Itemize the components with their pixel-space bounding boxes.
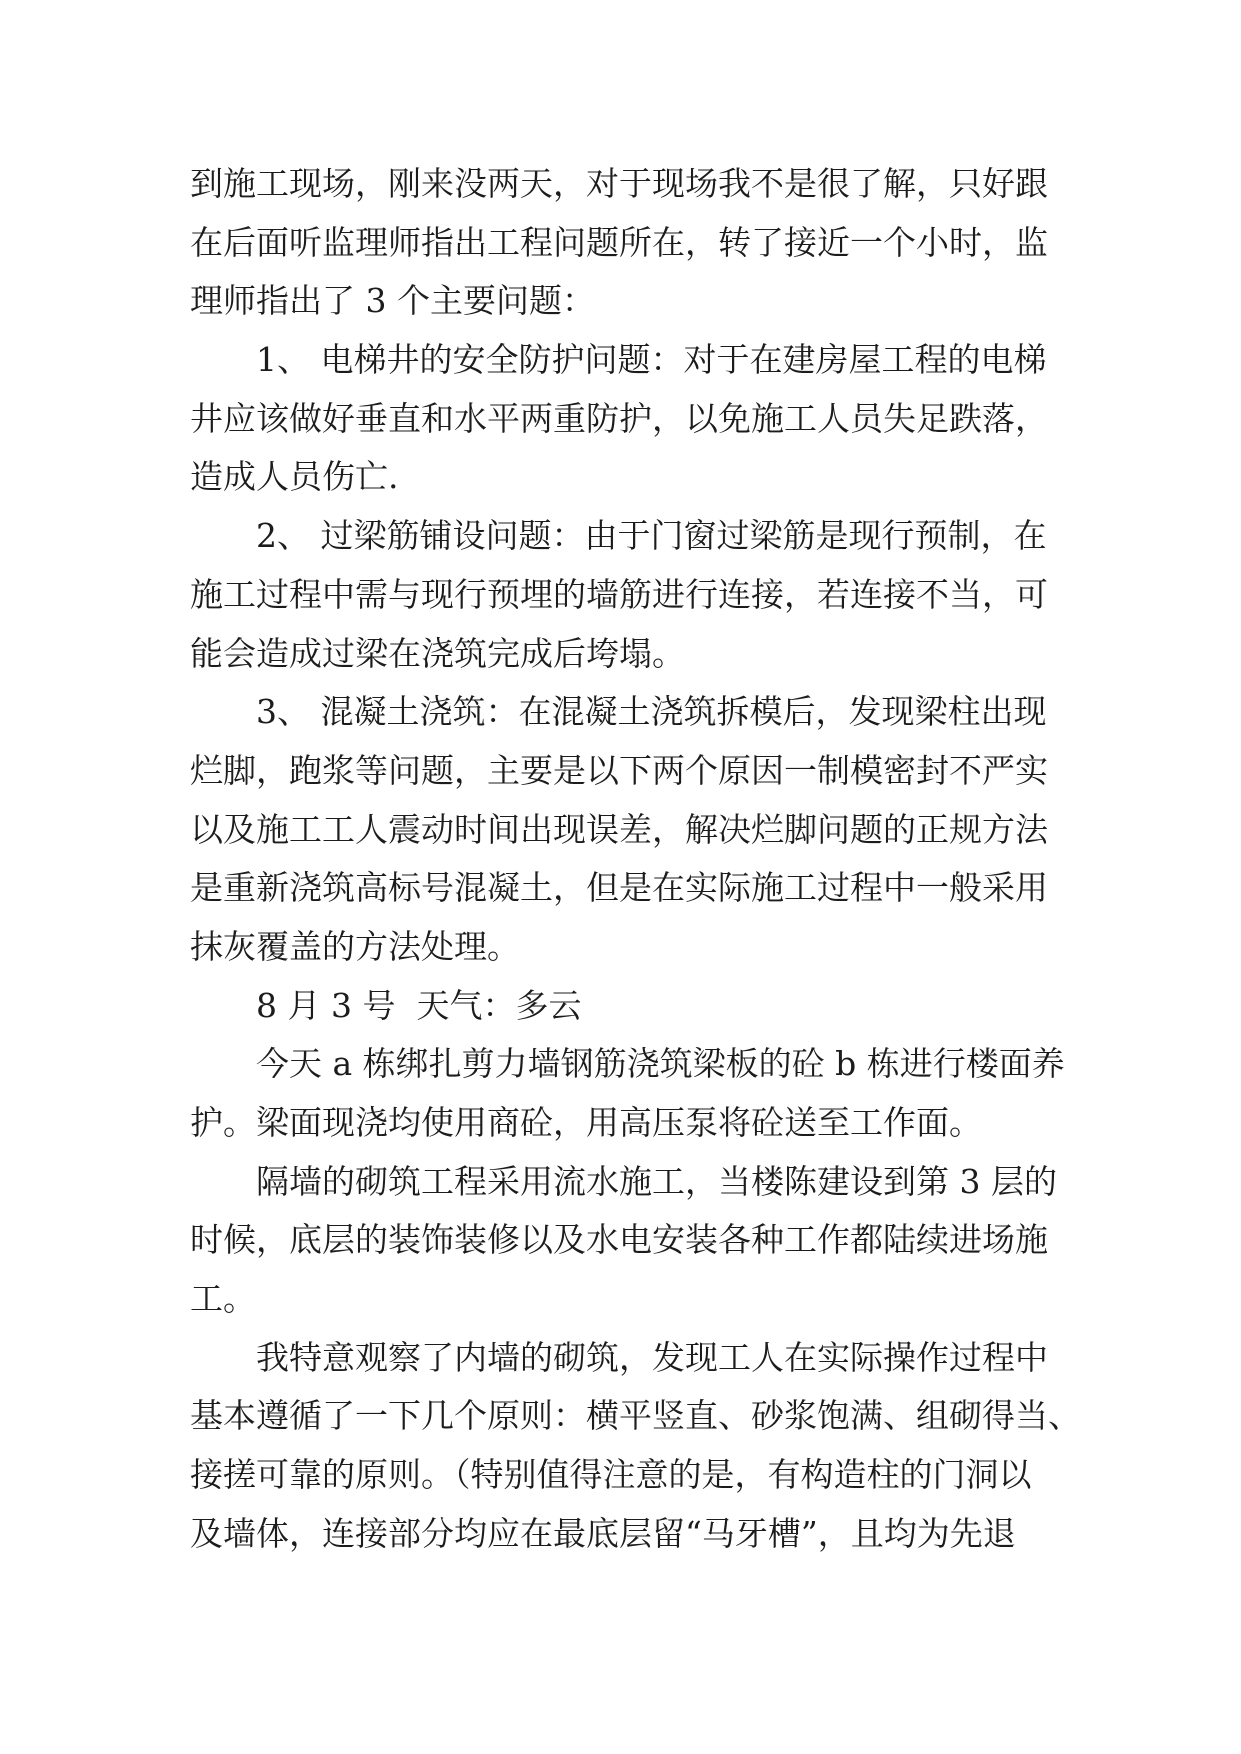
- text-line: 能会造成过梁在浇筑完成后垮塌。: [190, 633, 685, 673]
- text-line: 以及施工工人震动时间出现误差，解决烂脚问题的正规方法: [190, 809, 1048, 849]
- text-line: 理师指出了 3 个主要问题：: [190, 281, 595, 321]
- text-line: 烂脚，跑浆等问题，主要是以下两个原因一制模密封不严实: [190, 750, 1048, 790]
- text-line: 工。: [190, 1279, 256, 1319]
- text-line: 及墙体，连接部分均应在最底层留“马牙槽”，且均为先退: [190, 1513, 1016, 1553]
- text-line: 施工过程中需与现行预埋的墙筋进行连接，若连接不当，可: [190, 574, 1048, 614]
- text-line: 护。梁面现浇均使用商砼，用高压泵将砼送至工作面。: [190, 1103, 982, 1142]
- paragraph: [190, 331, 1130, 507]
- paragraph: [190, 155, 1130, 331]
- paragraph: [190, 1035, 1130, 1152]
- paragraph: [190, 1329, 1130, 1564]
- paragraph: [190, 507, 1130, 683]
- text-line: 2、 过梁筋铺设问题：由于门窗过梁筋是现行预制，在: [256, 516, 1047, 556]
- text-line: 今天 a 栋绑扎剪力墙钢筋浇筑梁板的砼 b 栋进行楼面养: [256, 1044, 1065, 1084]
- text-line: 造成人员伤亡.: [190, 457, 399, 497]
- text-line: 我特意观察了内墙的砌筑，发现工人在实际操作过程中: [256, 1337, 1048, 1377]
- paragraph: [190, 1153, 1130, 1329]
- text-line: 抹灰覆盖的方法处理。: [190, 926, 520, 966]
- text-line: 3、 混凝土浇筑：在混凝土浇筑拆模后，发现梁柱出现: [256, 692, 1047, 732]
- text-line: 1、 电梯井的安全防护问题：对于在建房屋工程的电梯: [256, 340, 1047, 380]
- text-line: 在后面听监理师指出工程问题所在，转了接近一个小时，监: [190, 222, 1048, 262]
- text-line: 8 月 3 号 天气：多云: [256, 985, 582, 1025]
- text-line: 到施工现场，刚来没两天，对于现场我不是很了解，只好跟: [190, 164, 1048, 203]
- document-body: [190, 155, 1130, 1564]
- text-line: 隔墙的砌筑工程采用流水施工，当楼陈建设到第 3 层的: [256, 1161, 1057, 1201]
- text-line: 井应该做好垂直和水平两重防护，以免施工人员失足跌落，: [190, 398, 1048, 438]
- text-line: 时候，底层的装饰装修以及水电安装各种工作都陆续进场施: [190, 1220, 1048, 1260]
- text-line: 基本遵循了一下几个原则：横平竖直、砂浆饱满、组砌得当、: [190, 1396, 1081, 1436]
- paragraph: [190, 683, 1130, 976]
- text-line: 接搓可靠的原则。（特别值得注意的是，有构造柱的门洞以: [190, 1455, 1032, 1495]
- date-weather-heading: [190, 977, 1130, 1036]
- text-line: 是重新浇筑高标号混凝土，但是在实际施工过程中一般采用: [190, 868, 1048, 908]
